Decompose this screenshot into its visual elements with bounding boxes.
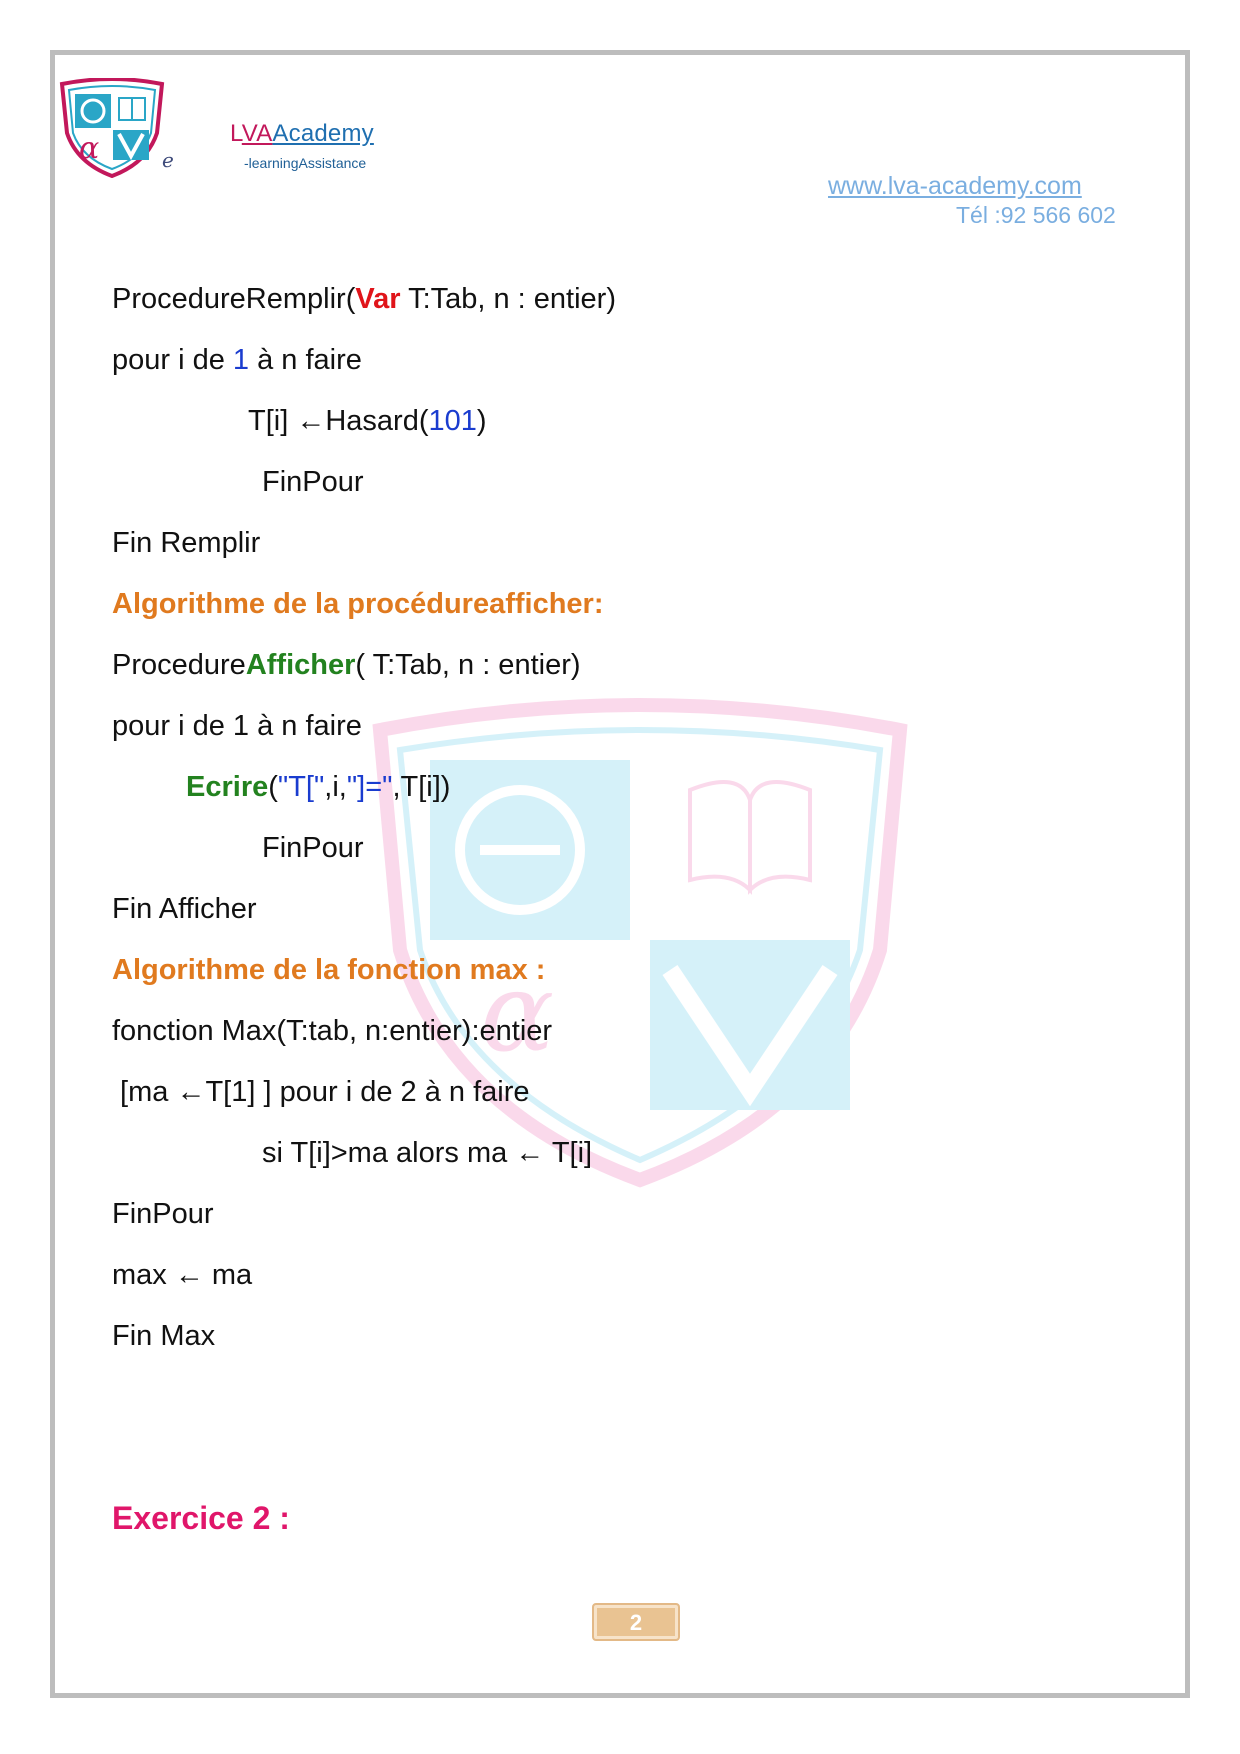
max-init-text-a: [ma — [112, 1076, 177, 1108]
finpour-line-3: FinPour — [112, 1198, 214, 1230]
academy-logo-icon — [57, 78, 167, 178]
max-assign-line — [112, 1259, 252, 1292]
afficher-params: ( T:Tab, n : entier) — [355, 649, 581, 681]
max-init-text-b: T[1] ] pour i de 2 à n faire — [205, 1076, 530, 1108]
finpour-line-2: FinPour — [262, 832, 364, 864]
assign-arrow-icon: ← — [296, 405, 326, 437]
exercise-title: Exercice 2 : — [112, 1500, 290, 1536]
assign-arrow-icon: ← — [176, 1076, 206, 1108]
ecrire-line — [186, 771, 450, 804]
max-header: fonction Max(T:tab, n:entier):entier — [112, 1015, 553, 1047]
ecrire-tail: ,T[i]) — [392, 771, 451, 803]
heading-afficher: Algorithme de la procédureafficher: — [112, 588, 604, 620]
hasard-line — [248, 405, 487, 438]
remplir-header-text: ProcedureRemplir( — [112, 283, 356, 315]
brand-title — [230, 120, 374, 148]
afficher-header — [112, 649, 581, 682]
assign-arrow-icon: ← — [174, 1259, 204, 1291]
website-link[interactable]: www.lva-academy.com — [828, 172, 1082, 200]
page-number: 2 — [629, 1610, 643, 1635]
ecrire-paren: ( — [268, 771, 278, 803]
brand-l: L — [230, 120, 242, 147]
max-assign-text-b: ma — [203, 1259, 253, 1291]
page-number-badge — [592, 1603, 680, 1641]
loop1-number: 1 — [232, 344, 250, 376]
hasard-text-c: ) — [476, 405, 487, 437]
brand-e-mark: e — [162, 148, 174, 172]
hasard-text-a: T[i] — [248, 405, 297, 437]
remplir-params: T:Tab, n : entier) — [400, 283, 616, 315]
assign-arrow-icon: ← — [515, 1137, 545, 1169]
phone-number: Tél :92 566 602 — [956, 202, 1116, 228]
svg-text:α: α — [480, 948, 555, 1076]
hasard-number: 101 — [428, 405, 477, 437]
loop-line-2: pour i de 1 à n faire — [112, 710, 362, 742]
ecrire-keyword: Ecrire — [186, 771, 269, 803]
max-assign-text-a: max — [112, 1259, 175, 1291]
afficher-name: Afficher — [245, 649, 356, 681]
fin-max-line: Fin Max — [112, 1320, 216, 1352]
brand-subtitle: -learningAssistance — [244, 155, 367, 171]
brand-academy: Academy — [272, 120, 374, 147]
finpour-line-1: FinPour — [262, 466, 364, 498]
svg-text:α: α — [79, 131, 100, 166]
remplir-header — [112, 283, 616, 316]
heading-max: Algorithme de la fonction max : — [112, 954, 546, 986]
max-si-text-b: T[i] — [544, 1137, 593, 1169]
var-keyword: Var — [355, 283, 401, 315]
max-init-line — [112, 1076, 529, 1109]
max-si-text-a: si T[i]>ma alors ma — [262, 1137, 516, 1169]
ecrire-args: ,i, — [324, 771, 347, 803]
loop1-text-b: à n faire — [249, 344, 362, 376]
max-si-line — [262, 1137, 592, 1170]
fin-afficher-line: Fin Afficher — [112, 893, 257, 925]
hasard-text-b: Hasard( — [325, 405, 429, 437]
brand-va: VA — [241, 120, 273, 147]
fin-remplir-line: Fin Remplir — [112, 527, 261, 559]
ecrire-string-1: "T[" — [277, 771, 325, 803]
loop-line-1 — [112, 344, 362, 377]
afficher-header-text: Procedure — [112, 649, 246, 681]
ecrire-string-2: "]=" — [346, 771, 393, 803]
loop1-text-a: pour i de — [112, 344, 233, 376]
